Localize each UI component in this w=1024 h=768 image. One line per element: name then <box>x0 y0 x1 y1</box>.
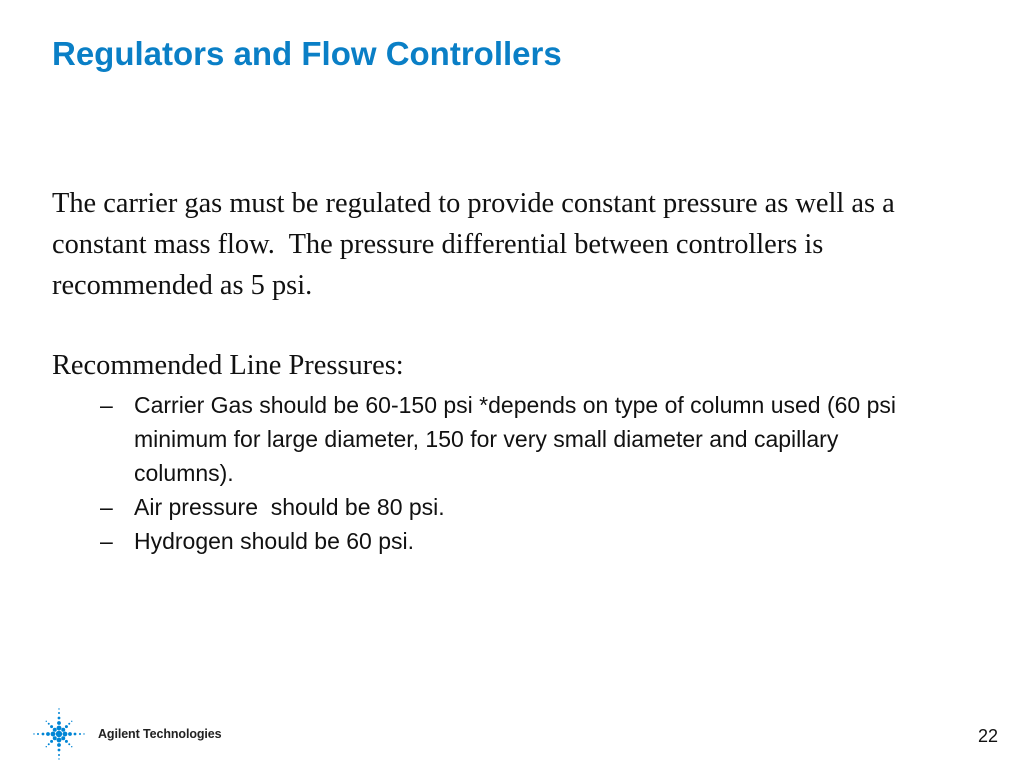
spark-dot <box>71 721 72 722</box>
spark-dot <box>46 732 50 736</box>
spark-dot <box>58 712 60 714</box>
spark-dot <box>79 733 81 735</box>
bullet-list <box>0 388 1024 558</box>
bullet-item-air-pressure <box>0 490 934 524</box>
spark-dot <box>58 758 59 759</box>
spark-dot <box>68 732 72 736</box>
bullet-text: Hydrogen should be 60 psi. <box>134 528 415 554</box>
spark-dot <box>65 725 68 728</box>
spark-dot <box>68 743 70 745</box>
bullet-item-carrier-gas <box>0 388 934 490</box>
spark-dot <box>57 738 62 743</box>
spark-dot <box>68 723 70 725</box>
logo-text: Agilent Technologies <box>98 727 222 741</box>
spark-dot <box>63 732 68 737</box>
spark-dot <box>58 749 61 752</box>
bullet-dash: – <box>100 528 113 554</box>
spark-dot <box>37 733 39 735</box>
spark-dot <box>48 723 50 725</box>
spark-dot <box>46 721 47 722</box>
bullet-text: Carrier Gas should be 60-150 psi *depends on type of column used (60 psi minimum for large diameter, 150 for very small diameter and capillary columns). <box>134 392 897 486</box>
spark-dot <box>57 743 61 747</box>
spark-dot <box>58 708 59 709</box>
spark-dot <box>57 726 62 731</box>
bullet-dash: – <box>100 392 113 418</box>
spark-dot <box>58 754 60 756</box>
bullet-item-hydrogen <box>0 524 934 558</box>
spark-dot <box>65 740 68 743</box>
spark-dot <box>50 725 53 728</box>
spark-dot <box>51 732 56 737</box>
spark-dot <box>71 746 72 747</box>
bullet-text: Air pressure should be 80 psi. <box>134 494 445 520</box>
spark-dot <box>33 733 34 734</box>
spark-dot <box>53 736 57 740</box>
spark-dot <box>58 717 61 720</box>
spark-dot <box>42 733 45 736</box>
agilent-spark-icon <box>32 708 86 760</box>
spark-dot <box>83 733 84 734</box>
spark-dot <box>56 731 62 737</box>
spark-dot <box>57 721 61 725</box>
body-paragraph: The carrier gas must be regulated to provide constant pressure as well as a constant mass flow. The pressure differential between controllers is recommended as 5 psi. <box>52 188 902 301</box>
spark-dot <box>74 733 77 736</box>
spark-dot <box>61 736 65 740</box>
bullet-dash: – <box>100 494 113 520</box>
spark-dot <box>53 728 57 732</box>
line-pressures-heading: Recommended Line Pressures: <box>52 350 404 381</box>
spark-dot <box>46 746 47 747</box>
slide-title: Regulators and Flow Controllers <box>52 35 562 72</box>
spark-dot <box>50 740 53 743</box>
spark-dot <box>48 743 50 745</box>
spark-dot <box>61 728 65 732</box>
page-number: 22 <box>977 726 998 746</box>
agilent-logo <box>32 708 221 760</box>
